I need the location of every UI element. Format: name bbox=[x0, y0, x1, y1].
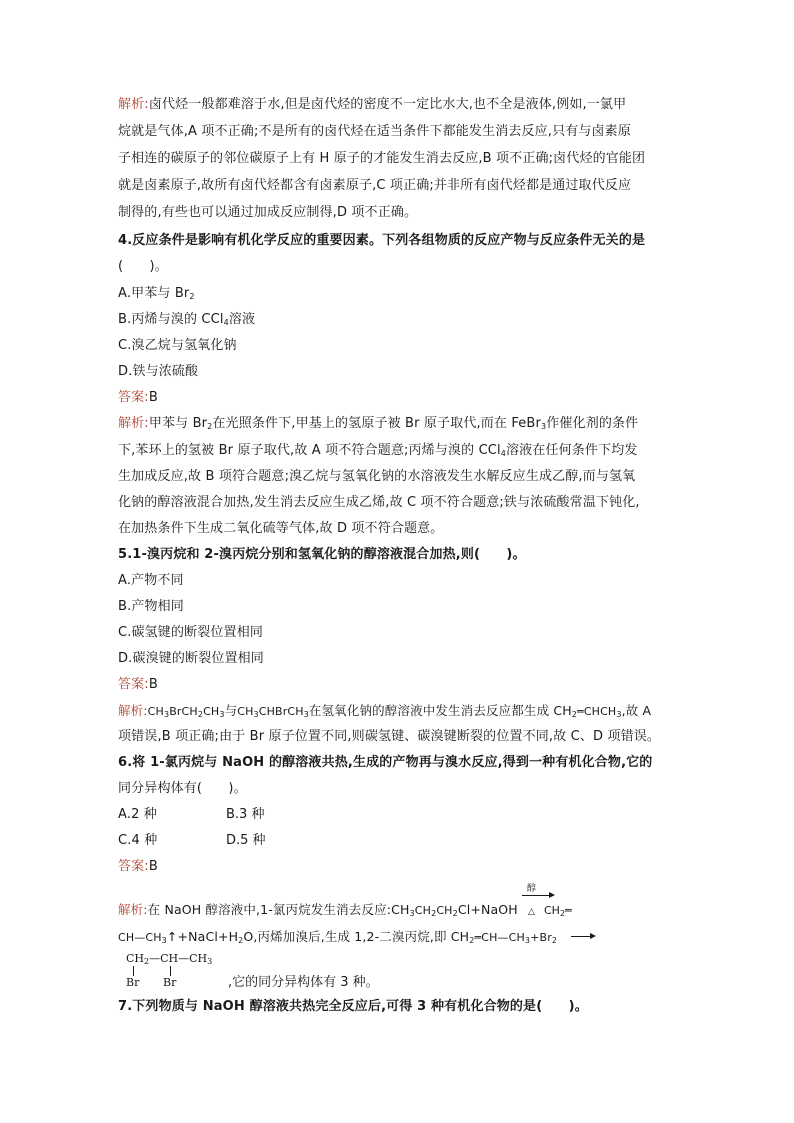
subscript: 2 bbox=[551, 936, 558, 945]
formula: CHCH bbox=[583, 705, 617, 718]
formula: CHBrCH bbox=[258, 705, 304, 718]
text: Cl+NaOH bbox=[457, 902, 518, 917]
text: 在光照条件下,甲基上的氢原子被 Br 原子取代,而在 FeBr bbox=[212, 416, 541, 431]
explanation-label: 解析: bbox=[118, 416, 149, 431]
subscript: 4 bbox=[223, 318, 229, 327]
explanation-line bbox=[118, 902, 518, 922]
question-4-blank: ( )。 bbox=[118, 259, 168, 274]
explanation-line: 制得的,有些也可以通过加成反应制得,D 项不正确。 bbox=[118, 205, 418, 220]
options-row bbox=[118, 807, 157, 823]
text: 甲苯与 Br bbox=[148, 416, 208, 431]
product-fragment bbox=[544, 903, 572, 922]
subscript: 3 bbox=[303, 710, 309, 719]
bromine-2: Br bbox=[163, 976, 177, 989]
option-d: D.5 种 bbox=[226, 833, 266, 848]
option-b: B.产物相同 bbox=[118, 599, 184, 614]
subscript: 2 bbox=[207, 422, 213, 431]
double-bond: ═ bbox=[565, 904, 572, 917]
subscript: 2 bbox=[144, 957, 150, 966]
arrow-head bbox=[590, 933, 596, 939]
subscript: 3 bbox=[541, 422, 547, 431]
question-7-title: 7.下列物质与 NaOH 醇溶液共热完全反应后,可得 3 种有机化合物的是( )。 bbox=[118, 999, 588, 1014]
text: 在氢氧化钠的醇溶液中发生消去反应都生成 CH bbox=[308, 703, 572, 718]
explanation-label: 解析: bbox=[118, 703, 148, 718]
answer-label: 答案: bbox=[118, 859, 149, 874]
subscript: 2 bbox=[431, 909, 437, 918]
text: 卤代烃一般都难溶于水,但是卤代烃的密度不一定比水大,也不全是液体,例如,一氯甲 bbox=[148, 97, 627, 112]
condition-heat: △ bbox=[528, 907, 535, 917]
reaction-arrow bbox=[571, 936, 591, 937]
subscript: 3 bbox=[161, 936, 167, 945]
explanation-line bbox=[118, 929, 557, 949]
text: ,故 A bbox=[621, 703, 652, 718]
explanation-line: 生加成反应,故 B 项符合题意;溴乙烷与氢氧化钠的水溶液发生水解反应生成乙醇,而与氢氧 bbox=[118, 469, 636, 484]
subscript: 2 bbox=[469, 936, 475, 945]
explanation-line bbox=[118, 703, 651, 723]
explanation-label: 解析: bbox=[118, 902, 148, 917]
option-c: C.碳氢键的断裂位置相同 bbox=[118, 625, 264, 640]
option-text: B.丙烯与溴的 CCl bbox=[118, 312, 224, 327]
formula: CH bbox=[126, 952, 145, 965]
formula: +Br bbox=[530, 931, 552, 944]
formula: BrCH bbox=[169, 705, 198, 718]
formula: CH—CH bbox=[118, 931, 162, 944]
explanation-line: 子相连的碳原子的邻位碳原子上有 H 原子的才能发生消去反应,B 项不正确;卤代烃的官能团 bbox=[118, 151, 646, 166]
explanation-label: 解析: bbox=[118, 97, 149, 112]
option-b bbox=[118, 312, 255, 331]
subscript: 3 bbox=[409, 909, 415, 918]
answer-line bbox=[118, 390, 158, 406]
subscript: 2 bbox=[238, 936, 244, 945]
question-6-title: 6.将 1-氯丙烷与 NaOH 的醇溶液共热,生成的产物再与溴水反应,得到一种有机化合物,它的 bbox=[118, 755, 653, 770]
double-bond: ═ bbox=[577, 705, 584, 718]
subscript: 2 bbox=[197, 710, 204, 719]
subscript: 2 bbox=[452, 909, 458, 918]
formula: CH bbox=[237, 705, 254, 718]
subscript: 3 bbox=[253, 710, 259, 719]
question-4-title: 4.反应条件是影响有机化学反应的重要因素。下列各组物质的反应产物与反应条件无关的是 bbox=[118, 233, 646, 248]
subscript: 3 bbox=[207, 957, 213, 966]
explanation-line bbox=[118, 443, 638, 462]
option-text: A.甲苯与 Br bbox=[118, 286, 190, 301]
answer-label: 答案: bbox=[118, 677, 149, 692]
text: O,丙烯加溴后,生成 1,2-二溴丙烷,即 CH bbox=[243, 929, 470, 944]
subscript: 2 bbox=[571, 710, 578, 719]
option-d: D.铁与浓硫酸 bbox=[118, 364, 199, 379]
text: 在 NaOH 醇溶液中,1-氯丙烷发生消去反应:CH bbox=[147, 902, 410, 917]
subscript: 3 bbox=[524, 936, 531, 945]
option-c: C.溴乙烷与氢氧化钠 bbox=[118, 338, 237, 353]
subscript: 2 bbox=[559, 909, 566, 918]
explanation-line: 在加热条件下生成二氧化硫等气体,故 D 项不符合题意。 bbox=[118, 521, 444, 536]
answer-value: B bbox=[148, 390, 158, 405]
answer-line bbox=[118, 859, 158, 875]
answer-value: B bbox=[148, 677, 158, 692]
reaction-arrow bbox=[522, 895, 550, 896]
condition-alcohol: 醇 bbox=[527, 884, 537, 894]
text: ↑+NaCl+H bbox=[166, 929, 239, 944]
bromine-1: Br bbox=[126, 976, 140, 989]
option-a: A.2 种 bbox=[118, 807, 157, 822]
answer-value: B bbox=[148, 859, 158, 874]
arrow-head bbox=[549, 892, 555, 898]
formula: CH bbox=[436, 904, 453, 917]
formula: —CH—CH bbox=[149, 952, 208, 965]
text: 溶液在任何条件下均发 bbox=[506, 443, 638, 458]
explanation-line: 化钠的醇溶液混合加热,发生消去反应生成乙烯,故 C 项不符合题意;铁与浓硫酸常温下钝化, bbox=[118, 495, 640, 510]
double-bond: ═ bbox=[474, 931, 482, 944]
option-a: A.产物不同 bbox=[118, 573, 184, 588]
subscript: 3 bbox=[219, 710, 225, 719]
text: 作催化剂的条件 bbox=[546, 416, 639, 431]
question-5-title: 5.1-溴丙烷和 2-溴丙烷分别和氢氧化钠的醇溶液混合加热,则( )。 bbox=[118, 547, 526, 562]
answer-line bbox=[118, 677, 158, 693]
explanation-line: 烷就是气体,A 项不正确;不是所有的卤代烃在适当条件下都能发生消去反应,只有与卤素原 bbox=[118, 124, 631, 139]
explanation-line: 就是卤素原子,故所有卤代烃都含有卤素原子,C 项正确;并非所有卤代烃都是通过取代反应 bbox=[118, 178, 632, 193]
answer-label: 答案: bbox=[118, 390, 149, 405]
option-d: D.碳溴键的断裂位置相同 bbox=[118, 651, 264, 666]
subscript: 3 bbox=[163, 710, 170, 719]
subscript: 2 bbox=[189, 292, 195, 301]
option-c: C.4 种 bbox=[118, 833, 158, 848]
formula: CH bbox=[544, 904, 560, 917]
explanation-line bbox=[118, 97, 626, 113]
subscript: 4 bbox=[500, 449, 507, 458]
text: 下,苯环上的氢被 Br 原子取代,故 A 项不符合题意;丙烯与溴的 CCl bbox=[118, 443, 501, 458]
text: 与 bbox=[224, 703, 238, 718]
option-b: B.3 种 bbox=[226, 807, 265, 822]
formula: CH bbox=[203, 705, 220, 718]
subscript: 3 bbox=[616, 710, 622, 719]
formula: CH bbox=[414, 904, 432, 917]
options-row bbox=[118, 833, 157, 849]
formula: CH—CH bbox=[481, 931, 525, 944]
explanation-line: ,它的同分异构体有 3 种。 bbox=[228, 975, 379, 990]
question-6-title-cont: 同分异构体有( )。 bbox=[118, 781, 247, 796]
explanation-line: 项错误,B 项正确;由于 Br 原子位置不同,则碳氢键、碳溴键断裂的位置不同,故 C、D 项错误。 bbox=[118, 729, 661, 744]
option-text: 溶液 bbox=[228, 312, 256, 327]
formula: CH bbox=[147, 705, 164, 718]
option-a bbox=[118, 286, 195, 305]
explanation-line bbox=[118, 416, 638, 435]
